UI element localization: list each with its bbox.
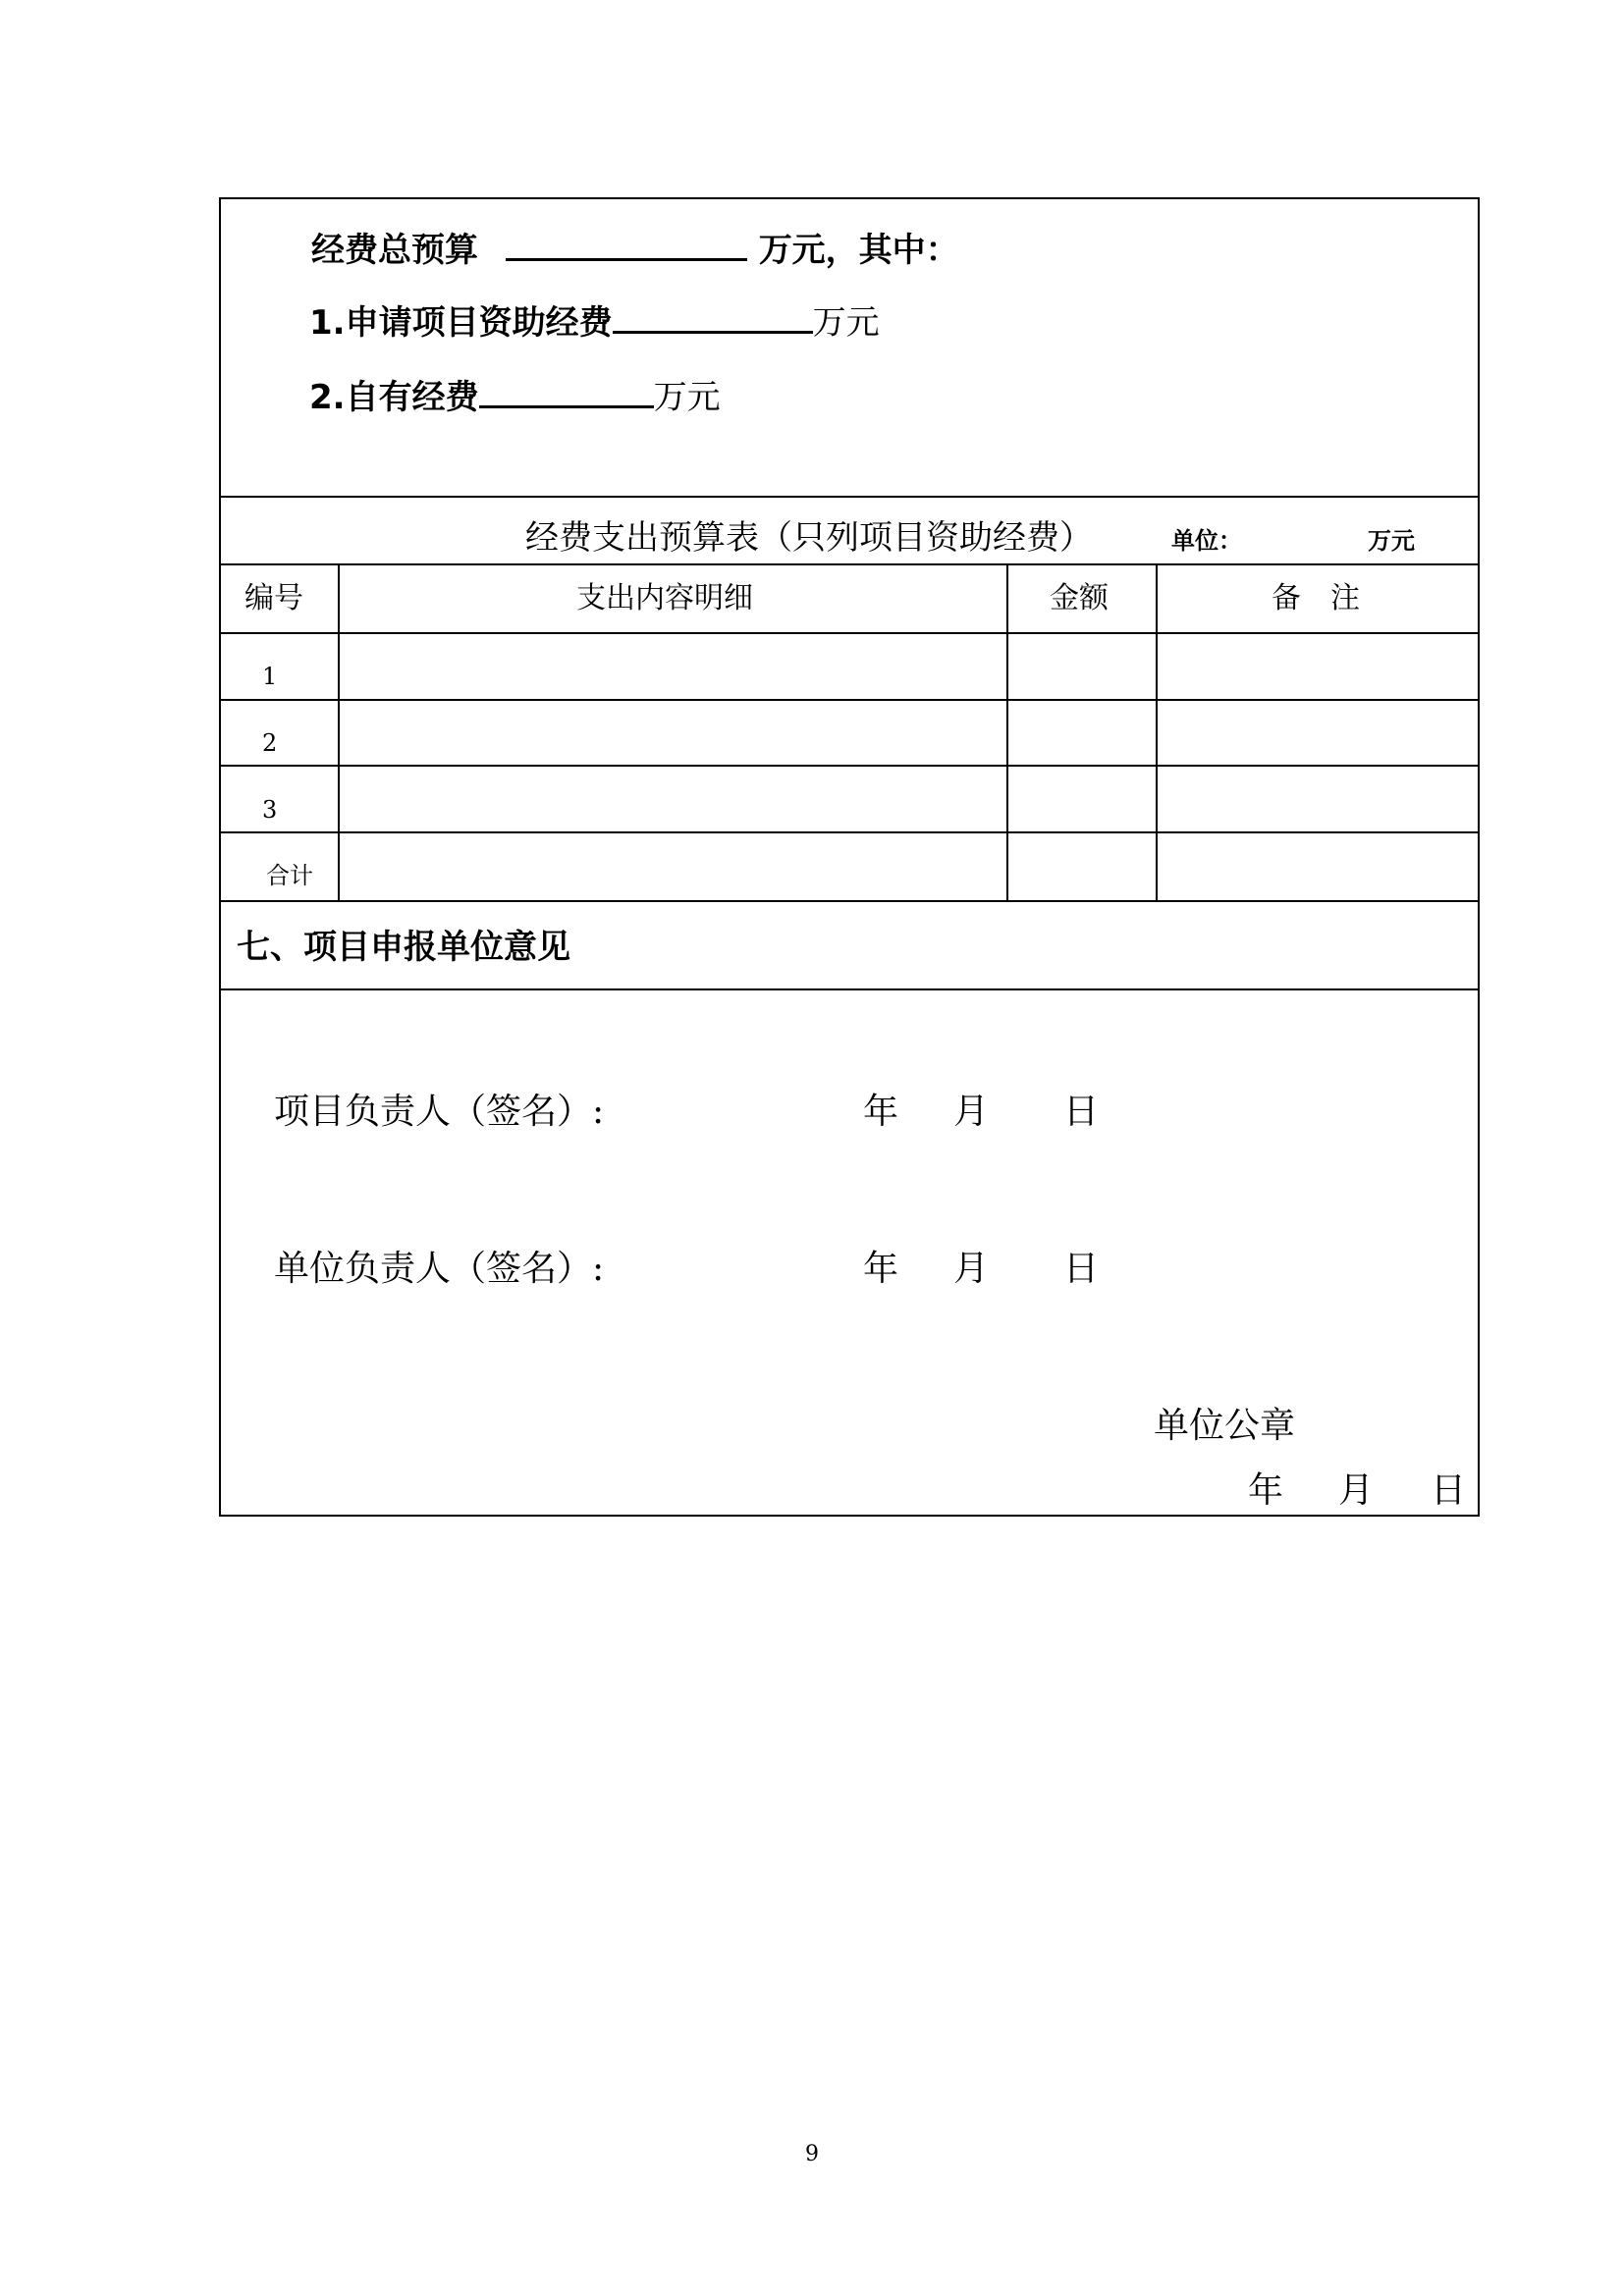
date-year: 年 — [1248, 1470, 1284, 1511]
total-budget-suffix: 万元，其中： — [758, 231, 959, 270]
date-day: 日 — [1063, 1249, 1100, 1289]
column-divider — [1156, 563, 1158, 902]
project-leader-signature-label: 项目负责人（签名）: — [274, 1092, 605, 1132]
note-cell[interactable] — [1161, 770, 1474, 828]
own-fund-line — [309, 376, 721, 417]
unit-leader-signature-label: 单位负责人（签名）: — [274, 1249, 605, 1289]
grant-fund-line — [309, 301, 880, 343]
grant-fund-label: 1.申请项目资助经费 — [309, 303, 613, 343]
header-amount: 金额 — [1050, 581, 1109, 615]
divider — [221, 765, 1478, 767]
total-budget-line — [311, 229, 959, 270]
column-divider — [338, 563, 340, 902]
divider — [221, 563, 1478, 565]
note-cell[interactable] — [1161, 637, 1474, 696]
divider — [221, 900, 1478, 902]
row-number: 3 — [262, 796, 278, 824]
header-number: 编号 — [244, 581, 303, 615]
amount-cell[interactable] — [1011, 836, 1152, 897]
note-cell[interactable] — [1161, 704, 1474, 763]
detail-cell[interactable] — [343, 637, 1002, 696]
divider — [221, 699, 1478, 701]
amount-cell[interactable] — [1011, 770, 1152, 828]
date-day: 日 — [1431, 1470, 1467, 1511]
detail-cell[interactable] — [343, 704, 1002, 763]
row-number: 2 — [262, 729, 278, 757]
detail-cell[interactable] — [343, 836, 1002, 897]
own-fund-label: 2.自有经费 — [309, 378, 479, 417]
unit-seal-label: 单位公章 — [1154, 1406, 1296, 1446]
date-year: 年 — [863, 1249, 899, 1289]
expense-unit-label: 单位： — [1171, 527, 1242, 555]
date-month: 月 — [953, 1092, 990, 1132]
page-number: 9 — [805, 2142, 819, 2166]
section7-heading: 七、项目申报单位意见 — [237, 928, 570, 967]
row-total-label: 合计 — [266, 862, 313, 889]
date-day: 日 — [1063, 1092, 1100, 1132]
amount-cell[interactable] — [1011, 637, 1152, 696]
date-month: 月 — [1338, 1470, 1375, 1511]
application-form-table — [219, 197, 1480, 1517]
expense-table-title: 经费支出预算表（只列项目资助经费） — [525, 518, 1093, 558]
row-number: 1 — [262, 663, 278, 690]
total-budget-blank[interactable] — [506, 229, 747, 261]
own-fund-blank[interactable] — [479, 376, 654, 408]
amount-cell[interactable] — [1011, 704, 1152, 763]
divider — [221, 988, 1478, 990]
divider — [221, 496, 1478, 498]
date-year: 年 — [863, 1092, 899, 1132]
date-month: 月 — [953, 1249, 990, 1289]
expense-unit-value: 万元 — [1368, 527, 1415, 555]
header-detail: 支出内容明细 — [576, 581, 753, 615]
divider — [221, 831, 1478, 833]
grant-fund-unit: 万元 — [812, 303, 880, 343]
grant-fund-blank[interactable] — [613, 301, 813, 334]
header-note: 备 注 — [1272, 581, 1360, 615]
note-cell[interactable] — [1161, 836, 1474, 897]
detail-cell[interactable] — [343, 770, 1002, 828]
divider — [221, 632, 1478, 634]
own-fund-unit: 万元 — [653, 378, 721, 417]
column-divider — [1006, 563, 1008, 902]
total-budget-label: 经费总预算 — [311, 231, 478, 270]
